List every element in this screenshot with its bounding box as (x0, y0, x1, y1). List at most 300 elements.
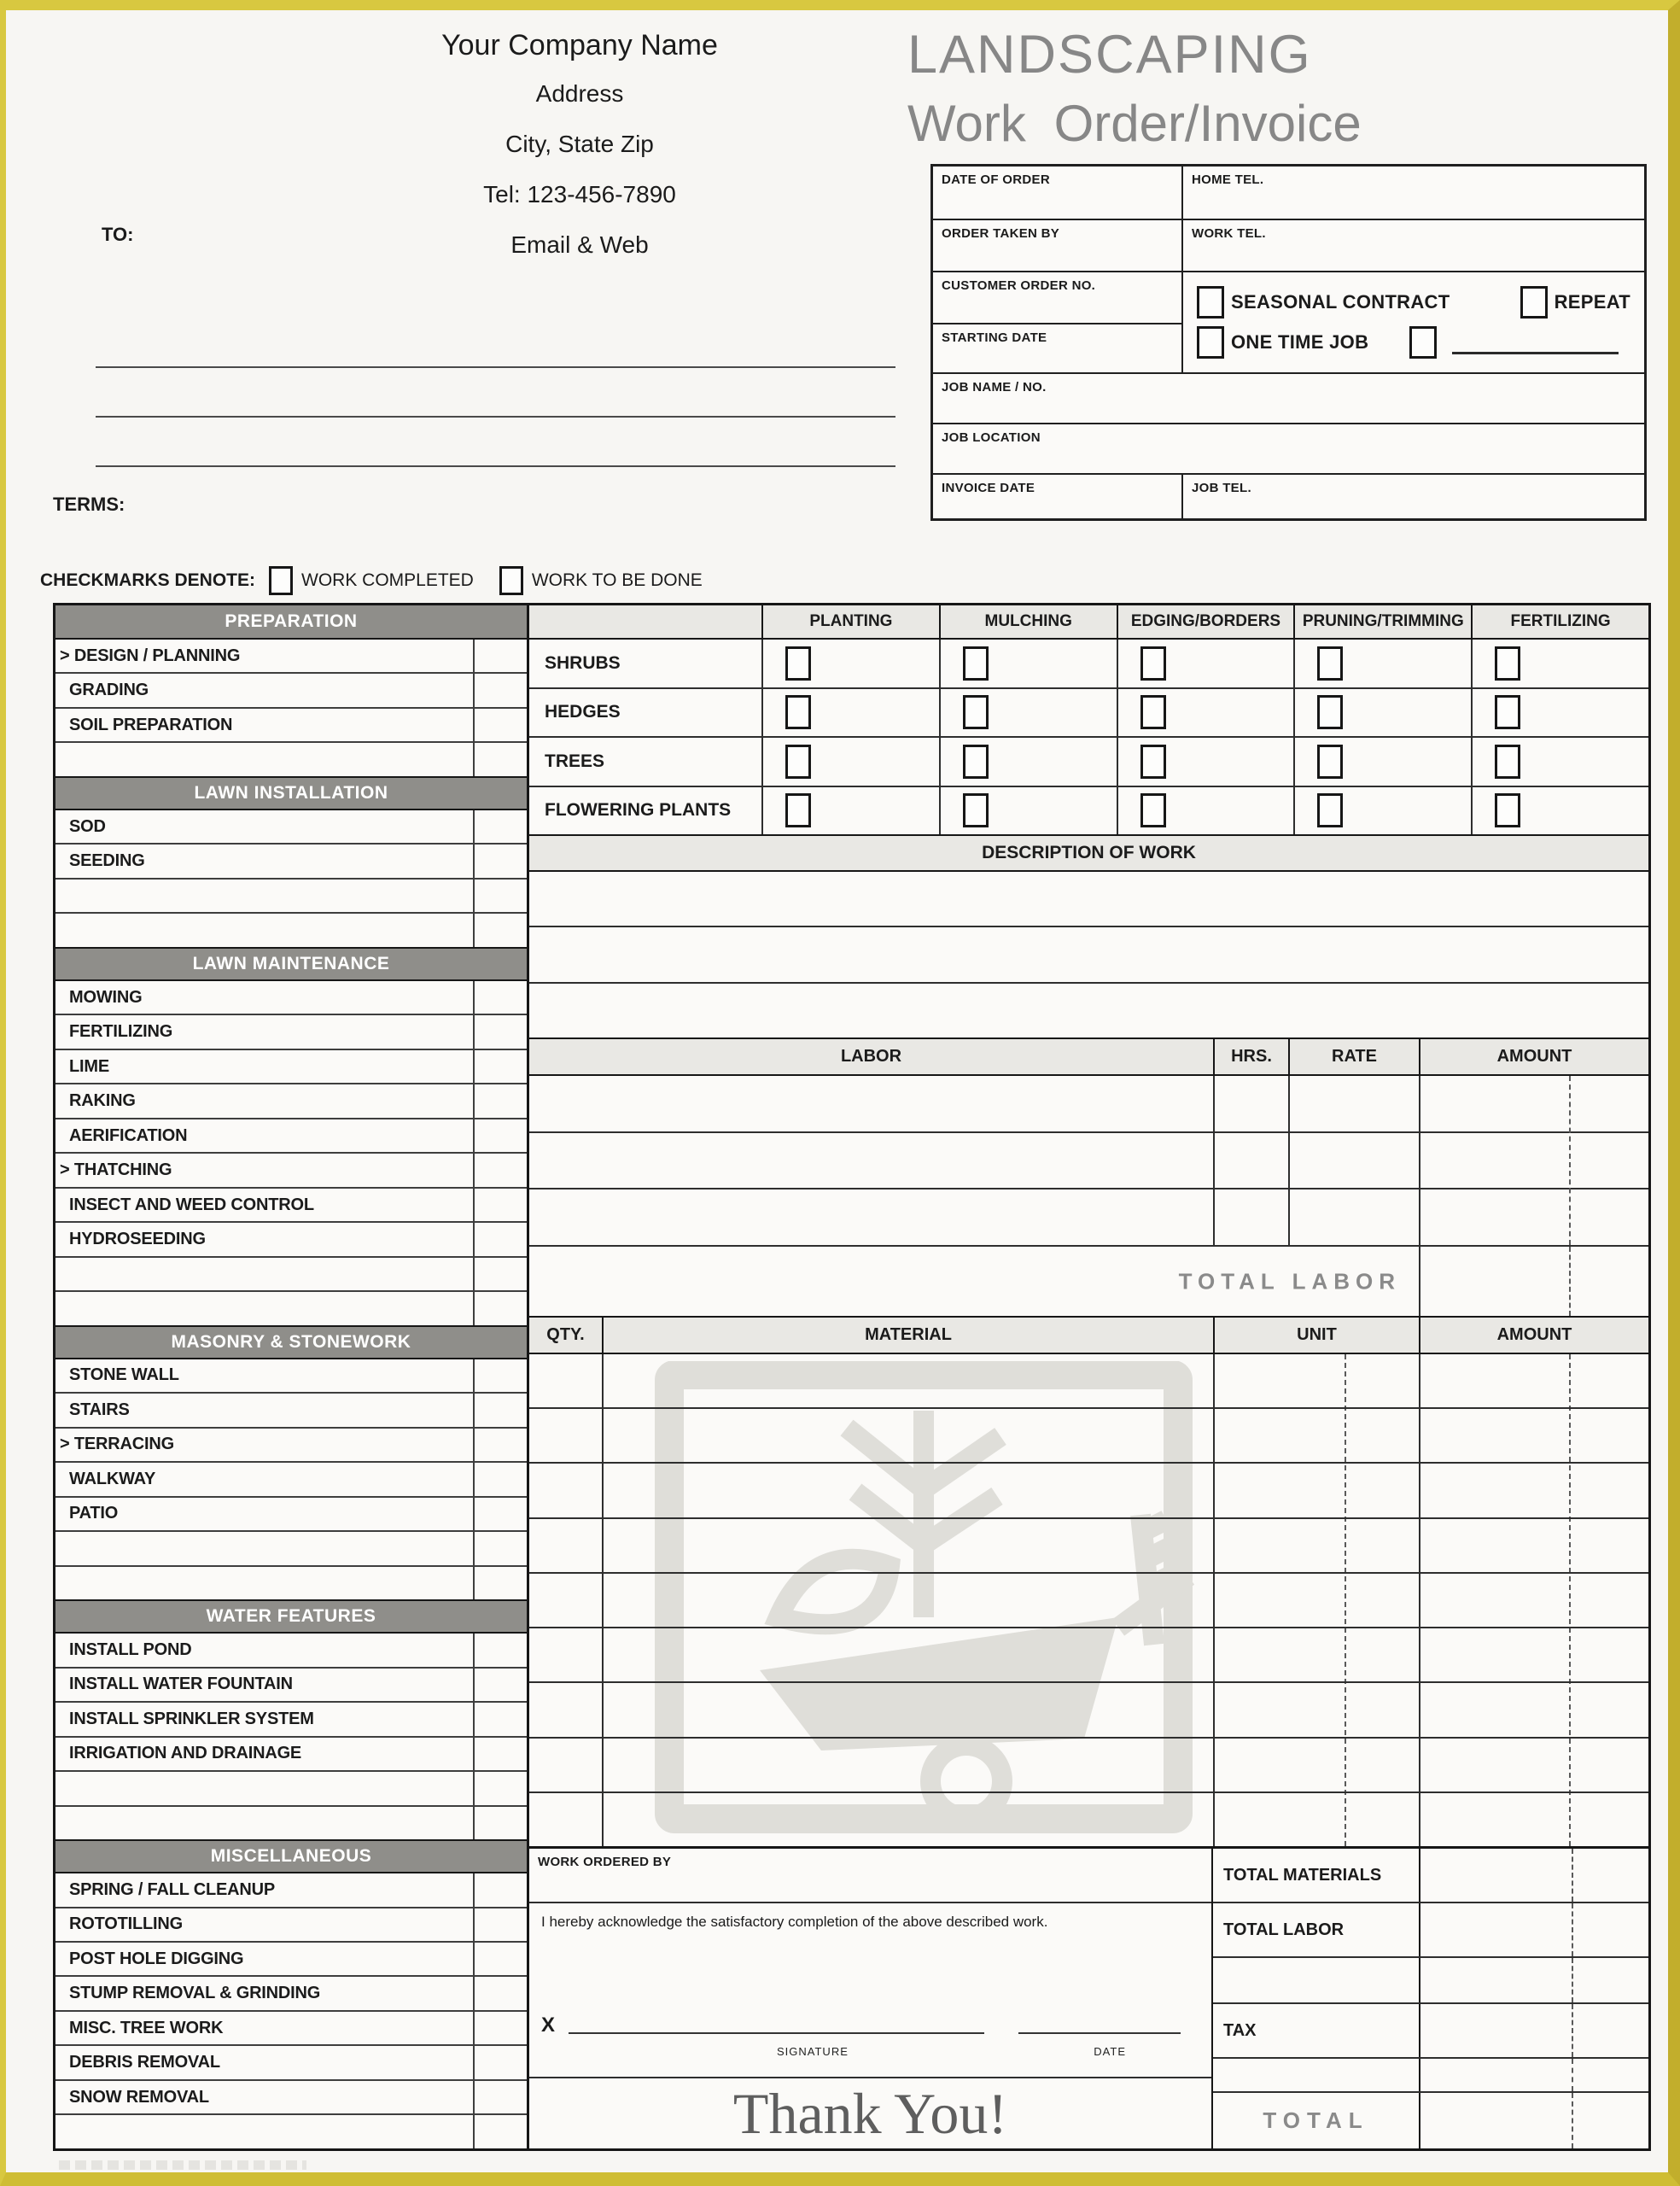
checklist-mark-cell[interactable] (473, 1498, 527, 1530)
work-ordered-by-field[interactable] (529, 1849, 1211, 1903)
acknowledgment-section (529, 1903, 1211, 2078)
totals-cents-divider (1572, 2059, 1573, 2091)
to-address-line-1[interactable] (96, 366, 895, 368)
service-cell-hedges-edging-borders (1117, 689, 1294, 737)
checklist-mark-cell[interactable] (473, 1567, 527, 1599)
checklist-mark-cell[interactable] (473, 1292, 527, 1324)
checklist-row-empty (55, 1770, 527, 1804)
to-address-line-2[interactable] (96, 416, 895, 418)
checklist-item-label: MISC. TREE WORK (69, 2018, 224, 2037)
checklist-row-snow-removal (55, 2079, 527, 2113)
service-cell-hedges-mulching (939, 689, 1117, 737)
service-cell-hedges-pruning-trimming (1293, 689, 1471, 737)
total-labor-row[interactable] (529, 1245, 1648, 1316)
totals-row-total-labor (1213, 1903, 1648, 1958)
checklist-item-label: FERTILIZING (69, 1022, 173, 1042)
service-cell-shrubs-mulching (939, 640, 1117, 687)
section-header-miscellaneous: MISCELLANEOUS (55, 1839, 527, 1873)
job-name-no-field[interactable] (933, 374, 1644, 423)
job-tel-field[interactable] (1183, 475, 1644, 518)
totals-empty-label (1213, 1958, 1419, 2002)
work-ordered-by-label: WORK ORDERED BY (538, 1855, 672, 1869)
material-write-in-row[interactable] (529, 1791, 1648, 1846)
material-column-header-qty: QTY. (546, 1325, 585, 1344)
checklist-row-hydroseeding (55, 1221, 527, 1255)
tax-label: TAX (1223, 2020, 1257, 2040)
job-location-field[interactable] (933, 424, 1644, 473)
service-cell-trees-mulching (939, 738, 1117, 786)
material-write-in-row[interactable] (529, 1407, 1648, 1462)
work-detail-panel (529, 605, 1648, 2148)
checklist-mark-cell[interactable] (473, 1258, 527, 1290)
checklist-row-design-planning (55, 640, 527, 672)
checklist-row-aerification (55, 1118, 527, 1152)
checklist-mark-cell[interactable] (473, 981, 527, 1014)
order-taken-by-label: ORDER TAKEN BY (942, 226, 1060, 241)
checklist-row-fertilizing (55, 1014, 527, 1048)
customer-order-no-field[interactable] (933, 272, 1181, 324)
checklist-mark-cell[interactable] (473, 1908, 527, 1941)
checklist-mark-cell[interactable] (473, 914, 527, 946)
checklist-mark-cell[interactable] (473, 709, 527, 741)
checklist-item-label: > DESIGN / PLANNING (60, 646, 241, 665)
checklist-row-empty (55, 1290, 527, 1324)
checklist-row-debris-removal (55, 2044, 527, 2078)
job-tel-label: JOB TEL. (1192, 481, 1251, 495)
total-labor-label: TOTAL LABOR (1178, 1268, 1401, 1294)
company-name: Your Company Name (441, 29, 718, 61)
rate-amount-divider (1419, 1076, 1420, 1245)
labor-column-header-amount: AMOUNT (1419, 1039, 1648, 1074)
date-line[interactable] (1018, 2032, 1181, 2034)
checklist-mark-cell[interactable] (473, 810, 527, 843)
checklist-item-label: > THATCHING (60, 1160, 172, 1180)
info-row-6 (933, 423, 1644, 473)
checklist-row-walkway (55, 1461, 527, 1495)
checklist-row-post-hole-digging (55, 1941, 527, 1975)
checklist-mark-cell[interactable] (473, 2046, 527, 2078)
service-grid-rows (529, 640, 1648, 834)
x-label: X (541, 2014, 556, 2037)
one-time-job-label: ONE TIME JOB (1231, 331, 1369, 354)
checkbox-shrubs-fertilizing[interactable] (1495, 646, 1520, 681)
checklist-item-label: SEEDING (69, 851, 145, 871)
form-title-line1: LANDSCAPING (907, 25, 1312, 85)
checklist-mark-cell[interactable] (473, 2081, 527, 2113)
checklist-mark-cell[interactable] (473, 1189, 527, 1221)
company-address: Address (535, 80, 624, 107)
service-cell-flowering-plants-fertilizing (1471, 787, 1648, 835)
labor-table-rows (529, 1076, 1648, 1245)
totals-empty-value-cell[interactable] (1419, 2059, 1648, 2091)
company-phone: Tel: 123-456-7890 (483, 181, 676, 207)
checklist-mark-cell[interactable] (473, 1703, 527, 1735)
labor-table-header (529, 1037, 1648, 1076)
material-write-in-row[interactable] (529, 1517, 1648, 1572)
checkbox-hedges-planting[interactable] (785, 695, 811, 729)
job-name-no-label: JOB NAME / NO. (942, 380, 1047, 395)
section-header-preparation: PREPARATION (55, 605, 527, 640)
labor-write-in-row[interactable] (529, 1131, 1648, 1189)
labor-amount-cents-divider (1569, 1076, 1571, 1245)
labor-column-header-hrs: HRS. (1213, 1039, 1288, 1074)
checklist-mark-cell[interactable] (473, 640, 527, 672)
material-write-in-row[interactable] (529, 1572, 1648, 1627)
checklist-item-label: SOD (69, 816, 106, 836)
terms-label: TERMS: (53, 494, 125, 515)
checklist-item-label: SPRING / FALL CLEANUP (69, 1879, 276, 1899)
checklist-row-patio (55, 1496, 527, 1530)
home-tel-field[interactable] (1183, 167, 1644, 219)
labor-column-header-rate: RATE (1288, 1039, 1419, 1074)
order-taken-by-field[interactable] (933, 220, 1183, 271)
checklist-mark-cell[interactable] (473, 1634, 527, 1666)
totals-cents-divider (1572, 1849, 1573, 1902)
service-row-label: FLOWERING PLANTS (545, 800, 732, 821)
checklist-item-label: PATIO (69, 1504, 119, 1523)
checklist-mark-cell[interactable] (473, 1119, 527, 1152)
checklist-item-label: DEBRIS REMOVAL (69, 2053, 220, 2072)
checkbox-hedges-mulching[interactable] (963, 695, 989, 729)
service-cell-flowering-plants-edging-borders (1117, 787, 1294, 835)
service-cell-flowering-plants-mulching (939, 787, 1117, 835)
hrs-rate-divider (1288, 1076, 1290, 1245)
invoice-date-label: INVOICE DATE (942, 481, 1035, 495)
total-materials-label: TOTAL MATERIALS (1223, 1865, 1382, 1885)
checklist-item-label: SNOW REMOVAL (69, 2087, 209, 2107)
material-write-in-row[interactable] (529, 1354, 1648, 1407)
checklist-row-insect-and-weed-control (55, 1187, 527, 1221)
thank-you-message: Thank You! (732, 2080, 1008, 2146)
info-row-2 (933, 219, 1644, 271)
checkbox-flowering-plants-planting[interactable] (785, 793, 811, 827)
order-info-box (930, 164, 1647, 521)
service-cell-shrubs-fertilizing (1471, 640, 1648, 687)
checklist-row-install-sprinkler-system (55, 1701, 527, 1735)
checkbox-hedges-pruning-trimming[interactable] (1317, 695, 1343, 729)
checklist-item-label: POST HOLE DIGGING (69, 1949, 244, 1968)
info-row-1 (933, 167, 1644, 219)
checklist-mark-cell[interactable] (473, 1429, 527, 1461)
service-cell-shrubs-edging-borders (1117, 640, 1294, 687)
total-labor-amount-divider (1419, 1247, 1420, 1316)
checkbox-trees-pruning-trimming[interactable] (1317, 745, 1343, 779)
checklist-item-label: HYDROSEEDING (69, 1230, 206, 1248)
totals-row-empty (1213, 2059, 1648, 2093)
work-completed-label: WORK COMPLETED (301, 570, 474, 590)
checklist-mark-cell[interactable] (473, 1359, 527, 1392)
home-tel-label: HOME TEL. (1192, 172, 1264, 187)
section-header-lawn-installation: LAWN INSTALLATION (55, 776, 527, 810)
checklist-mark-cell[interactable] (473, 1873, 527, 1906)
checklist-row-mowing (55, 981, 527, 1014)
checklist-row-thatching (55, 1152, 527, 1186)
checklist-row-empty (55, 1565, 527, 1599)
checklist-mark-cell[interactable] (473, 880, 527, 912)
checklist-row-empty (55, 2113, 527, 2148)
total-labor-cents-divider (1569, 1247, 1571, 1316)
checklist-item-label: WALKWAY (69, 1469, 156, 1488)
labor-write-in-row[interactable] (529, 1188, 1648, 1245)
checklist-mark-cell[interactable] (473, 1738, 527, 1770)
info-row-7 (933, 473, 1644, 518)
signature-area (529, 1849, 1213, 2148)
customer-order-no-label: CUSTOMER ORDER NO. (942, 278, 1096, 293)
totals-row-tax (1213, 2004, 1648, 2059)
checklist-item-label: SOIL PREPARATION (69, 715, 233, 734)
checklist-item-label: LIME (69, 1056, 109, 1076)
section-header-masonry-stonework: MASONRY & STONEWORK (55, 1325, 527, 1359)
checklist-mark-cell[interactable] (473, 743, 527, 775)
description-of-work-rows (529, 872, 1648, 1037)
form-title (907, 24, 1362, 153)
form-footer (529, 1846, 1648, 2148)
signature-label: SIGNATURE (777, 2045, 849, 2058)
material-column-header-amount: AMOUNT (1419, 1318, 1648, 1353)
section-header-lawn-maintenance: LAWN MAINTENANCE (55, 947, 527, 981)
totals-cents-divider (1572, 1903, 1573, 1956)
totals-row-empty (1213, 1958, 1648, 2004)
checklist-mark-cell[interactable] (473, 1532, 527, 1564)
work-tel-label: WORK TEL. (1192, 226, 1266, 241)
checkbox-trees-planting[interactable] (785, 745, 811, 779)
description-write-in-row[interactable] (529, 872, 1648, 926)
company-info-block (281, 29, 878, 282)
checklist-mark-cell[interactable] (473, 1050, 527, 1083)
checklist-row-soil-preparation (55, 707, 527, 741)
checklist-mark-cell[interactable] (473, 845, 527, 877)
checklist-item-label: MOWING (69, 987, 143, 1007)
work-to-be-done-label: WORK TO BE DONE (531, 570, 703, 590)
starting-date-label: STARTING DATE (942, 330, 1047, 345)
checklist-row-rototilling (55, 1907, 527, 1941)
total-labor-value-cell[interactable] (1419, 1903, 1648, 1956)
service-row-label: HEDGES (545, 702, 621, 722)
work-completed-checkbox[interactable] (269, 566, 293, 595)
repeat-label: REPEAT (1554, 290, 1630, 313)
service-cell-flowering-plants-pruning-trimming (1293, 787, 1471, 835)
column-header-fertilizing: FERTILIZING (1471, 605, 1648, 638)
service-checklist (55, 605, 529, 2148)
checkbox-shrubs-planting[interactable] (785, 646, 811, 681)
checklist-row-empty (55, 741, 527, 775)
checklist-item-label: AERIFICATION (69, 1125, 188, 1145)
job-location-label: JOB LOCATION (942, 430, 1041, 445)
date-of-order-label: DATE OF ORDER (942, 172, 1050, 187)
totals-row-total-materials (1213, 1849, 1648, 1903)
checkbox-hedges-fertilizing[interactable] (1495, 695, 1520, 729)
material-write-in-row[interactable] (529, 1737, 1648, 1791)
checkbox-flowering-plants-edging-borders[interactable] (1140, 793, 1166, 827)
checklist-row-install-water-fountain (55, 1667, 527, 1701)
service-cell-trees-fertilizing (1471, 738, 1648, 786)
checkbox-trees-fertilizing[interactable] (1495, 745, 1520, 779)
checkbox-flowering-plants-fertilizing[interactable] (1495, 793, 1520, 827)
checklist-row-grading (55, 672, 527, 706)
checklist-mark-cell[interactable] (473, 1084, 527, 1117)
work-to-be-done-checkbox[interactable] (499, 566, 523, 595)
column-header-pruning-trimming: PRUNING/TRIMMING (1293, 605, 1471, 638)
description-write-in-row[interactable] (529, 926, 1648, 981)
checklist-row-empty (55, 912, 527, 946)
checklist-mark-cell[interactable] (473, 1943, 527, 1975)
other-job-type-write-in-line[interactable] (1452, 330, 1619, 354)
info-row-3-4 (933, 271, 1644, 372)
date-label: DATE (1094, 2045, 1126, 2058)
material-column-header-unit: UNIT (1213, 1318, 1419, 1353)
checklist-item-label: STONE WALL (69, 1365, 179, 1385)
labor-write-in-row[interactable] (529, 1076, 1648, 1131)
total-label: TOTAL (1263, 2107, 1369, 2133)
checklist-mark-cell[interactable] (473, 1394, 527, 1426)
checklist-row-stump-removal-grinding (55, 1975, 527, 2009)
section-header-water-features: WATER FEATURES (55, 1599, 527, 1634)
repeat-checkbox[interactable] (1520, 286, 1548, 319)
checkbox-hedges-edging-borders[interactable] (1140, 695, 1166, 729)
tax-value-cell[interactable] (1419, 2004, 1648, 2057)
checklist-mark-cell[interactable] (473, 1669, 527, 1701)
totals-cents-divider (1572, 2004, 1573, 2057)
starting-date-field[interactable] (933, 324, 1181, 372)
totals-cents-divider (1572, 2093, 1573, 2148)
labor-hrs-divider (1213, 1076, 1215, 1245)
one-time-job-checkbox[interactable] (1197, 326, 1224, 359)
material-write-in-row[interactable] (529, 1462, 1648, 1517)
seasonal-contract-label: SEASONAL CONTRACT (1231, 290, 1450, 313)
checklist-mark-cell[interactable] (473, 2012, 527, 2044)
checklist-row-stairs (55, 1392, 527, 1426)
checklist-item-label: INSTALL POND (69, 1640, 192, 1659)
checklist-row-lime (55, 1049, 527, 1083)
checklist-item-label: > TERRACING (60, 1435, 174, 1454)
checklist-mark-cell[interactable] (473, 1154, 527, 1186)
company-city-state-zip: City, State Zip (505, 131, 654, 157)
checklist-row-empty (55, 1530, 527, 1564)
checklist-mark-cell[interactable] (473, 1807, 527, 1839)
acknowledgment-text: I hereby acknowledge the satisfactory completion of the above described work. (541, 1914, 1048, 1930)
checkbox-trees-edging-borders[interactable] (1140, 745, 1166, 779)
column-header-planting: PLANTING (761, 605, 939, 638)
other-job-type-checkbox[interactable] (1409, 326, 1437, 359)
work-tel-field[interactable] (1183, 220, 1644, 271)
checklist-item-label: ROTOTILLING (69, 1914, 183, 1934)
totals-column (1213, 1849, 1648, 2148)
checkbox-shrubs-edging-borders[interactable] (1140, 646, 1166, 681)
service-row-shrubs (529, 640, 1648, 687)
checklist-mark-cell[interactable] (473, 1015, 527, 1048)
checklist-item-label: STUMP REMOVAL & GRINDING (69, 1984, 321, 2003)
date-of-order-field[interactable] (933, 167, 1183, 219)
checklist-row-empty (55, 878, 527, 912)
total-value-cell[interactable] (1419, 2093, 1648, 2148)
checklist-row-terracing (55, 1427, 527, 1461)
checkbox-shrubs-mulching[interactable] (963, 646, 989, 681)
checklist-row-stone-wall (55, 1359, 527, 1392)
job-type-cell (1183, 272, 1644, 372)
total-labor-label: TOTAL LABOR (1223, 1920, 1345, 1939)
form-title-line2: Work Order/Invoice (907, 95, 1362, 152)
totals-empty-value-cell[interactable] (1419, 1958, 1648, 2002)
checklist-item-label: GRADING (69, 681, 149, 700)
checkbox-flowering-plants-pruning-trimming[interactable] (1317, 793, 1343, 827)
totals-empty-label (1213, 2059, 1419, 2091)
signature-line[interactable] (569, 2032, 984, 2034)
checklist-item-label: INSTALL SPRINKLER SYSTEM (69, 1709, 314, 1728)
fine-print-illegible (59, 2160, 306, 2170)
service-row-flowering-plants (529, 786, 1648, 835)
service-cell-flowering-plants-planting (761, 787, 939, 835)
company-email-web: Email & Web (510, 231, 649, 258)
checklist-mark-cell[interactable] (473, 674, 527, 706)
service-row-label: SHRUBS (545, 652, 621, 673)
to-label: TO: (102, 224, 134, 245)
checklist-row-irrigation-and-drainage (55, 1736, 527, 1770)
checklist-row-empty (55, 1805, 527, 1839)
service-row-hedges (529, 687, 1648, 737)
labor-column-header-labor: LABOR (840, 1047, 902, 1066)
checklist-row-sod (55, 810, 527, 843)
material-write-in-row[interactable] (529, 1681, 1648, 1736)
material-table-rows (529, 1354, 1648, 1846)
total-materials-value-cell[interactable] (1419, 1849, 1648, 1902)
checklist-row-install-pond (55, 1634, 527, 1666)
checklist-row-misc-tree-work (55, 2010, 527, 2044)
checkbox-flowering-plants-mulching[interactable] (963, 793, 989, 827)
material-column-header-material: MATERIAL (602, 1318, 1213, 1353)
checklist-row-spring-fall-cleanup (55, 1873, 527, 1906)
checklist-mark-cell[interactable] (473, 1977, 527, 2009)
material-table-header (529, 1316, 1648, 1354)
material-write-in-row[interactable] (529, 1627, 1648, 1681)
service-cell-trees-planting (761, 738, 939, 786)
service-row-trees (529, 736, 1648, 786)
description-of-work-header: DESCRIPTION OF WORK (529, 834, 1648, 872)
service-cell-trees-edging-borders (1117, 738, 1294, 786)
totals-cents-divider (1572, 1958, 1573, 2002)
seasonal-contract-checkbox[interactable] (1197, 286, 1224, 319)
checklist-item-label: STAIRS (69, 1400, 130, 1419)
service-cell-shrubs-pruning-trimming (1293, 640, 1471, 687)
column-header-edging-borders: EDGING/BORDERS (1117, 605, 1294, 638)
service-cell-trees-pruning-trimming (1293, 738, 1471, 786)
checkbox-shrubs-pruning-trimming[interactable] (1317, 646, 1343, 681)
checklist-mark-cell[interactable] (473, 1772, 527, 1804)
column-header-mulching: MULCHING (939, 605, 1117, 638)
service-cell-hedges-planting (761, 689, 939, 737)
invoice-date-field[interactable] (933, 475, 1183, 518)
form-body (53, 603, 1651, 2151)
description-write-in-row[interactable] (529, 982, 1648, 1037)
checklist-item-label: RAKING (69, 1091, 136, 1111)
checklist-row-empty (55, 1256, 527, 1290)
service-cell-shrubs-planting (761, 640, 939, 687)
service-grid-header (529, 605, 1648, 640)
service-cell-hedges-fertilizing (1471, 689, 1648, 737)
checklist-item-label: IRRIGATION AND DRAINAGE (69, 1744, 302, 1763)
checkmarks-legend (40, 562, 728, 599)
checklist-mark-cell[interactable] (473, 1463, 527, 1495)
checklist-row-seeding (55, 843, 527, 877)
service-row-label: TREES (545, 751, 605, 771)
to-address-line-3[interactable] (96, 465, 895, 467)
checklist-item-label: INSTALL WATER FOUNTAIN (69, 1675, 293, 1694)
checklist-mark-cell[interactable] (473, 2115, 527, 2148)
checklist-row-raking (55, 1083, 527, 1117)
info-row-5 (933, 372, 1644, 423)
service-grid-corner-cell (529, 605, 761, 638)
checklist-mark-cell[interactable] (473, 1223, 527, 1255)
checkbox-trees-mulching[interactable] (963, 745, 989, 779)
